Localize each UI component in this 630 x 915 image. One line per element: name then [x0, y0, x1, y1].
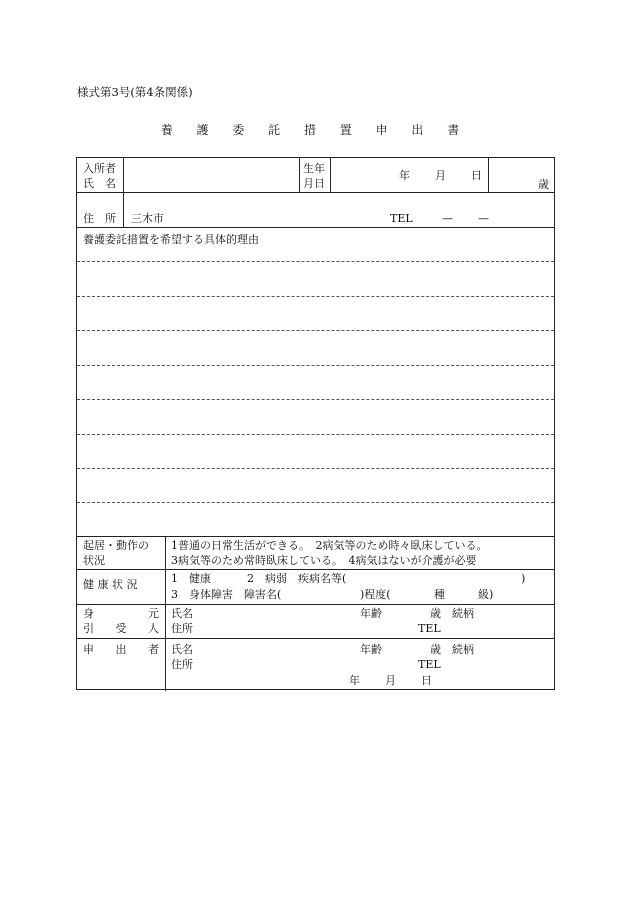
row-divider: [77, 536, 554, 537]
address-label: 住 所: [83, 212, 116, 225]
guarantor-name-label: 氏名: [171, 607, 193, 620]
dashed-line: [77, 365, 554, 366]
name-label: 氏 名: [83, 177, 116, 190]
dob-month-label: 月: [435, 169, 446, 182]
health-option-weak: 2 病弱 疾病名等(: [247, 572, 347, 585]
guarantor-age-unit: 歳: [430, 607, 441, 620]
address-value[interactable]: 三木市: [131, 212, 164, 225]
row-divider: [77, 638, 554, 639]
dashed-line: [77, 434, 554, 435]
row-divider: [77, 192, 554, 193]
dashed-line: [77, 468, 554, 469]
form-number: 様式第3号(第4条関係): [77, 85, 193, 99]
guarantor-age-label: 年齢: [360, 607, 382, 620]
activity-label-1: 起居・動作の: [83, 539, 149, 552]
row-divider: [77, 569, 554, 570]
dob-day-label: 日: [471, 169, 482, 182]
document-title: 養 護 委 託 措 置 申 出 書: [160, 123, 470, 137]
guarantor-tel-label: TEL: [418, 622, 441, 635]
tel-label: TEL: [390, 212, 413, 225]
health-grade-level: 級): [478, 588, 494, 601]
requester-tel-label: TEL: [418, 658, 441, 671]
dob-label-1: 生年: [303, 162, 325, 175]
activity-option-line-1: 1普通の日常生活ができる。 2病気等のため時々臥床している。: [171, 539, 488, 552]
dashed-line: [77, 502, 554, 503]
requester-age-label: 年齢: [360, 643, 382, 656]
requester-label: 申 出 者: [83, 643, 159, 656]
row-divider: [77, 604, 554, 605]
guarantor-label-2: 引 受 人: [83, 622, 159, 635]
dob-label-2: 月日: [303, 177, 325, 190]
col-divider: [123, 192, 124, 227]
health-close-paren: ): [521, 572, 526, 585]
guarantor-label-1: 身 元: [83, 607, 159, 620]
dashed-line: [77, 261, 554, 262]
col-divider: [123, 158, 124, 192]
age-unit: 歳: [538, 178, 549, 191]
application-form-table: [76, 157, 555, 690]
row-divider: [77, 227, 554, 228]
dashed-line: [77, 330, 554, 331]
col-divider: [165, 536, 166, 691]
dashed-line: [77, 296, 554, 297]
activity-option-line-2: 3病気等のため常時臥床している。 4病気はないが介護が必要: [171, 554, 477, 567]
activity-label-2: 状況: [83, 554, 105, 567]
health-degree: )程度(: [360, 588, 391, 601]
date-year-label: 年: [349, 674, 360, 687]
requester-age-unit: 歳: [430, 643, 441, 656]
col-divider: [299, 158, 300, 192]
requester-name-label: 氏名: [171, 643, 193, 656]
col-divider: [330, 158, 331, 192]
tel-separator: —: [442, 212, 453, 225]
col-divider: [488, 158, 489, 192]
tel-separator: —: [478, 212, 489, 225]
dashed-line: [77, 399, 554, 400]
guarantor-address-label: 住所: [171, 622, 193, 635]
health-option-healthy: 1 健康: [171, 572, 211, 585]
date-day-label: 日: [421, 674, 432, 687]
dob-year-label: 年: [399, 169, 410, 182]
health-grade-kind: 種: [434, 588, 445, 601]
reason-label: 養護委託措置を希望する具体的理由: [83, 233, 259, 246]
health-option-disability: 3 身体障害 障害名(: [171, 588, 282, 601]
date-month-label: 月: [385, 674, 396, 687]
requester-relation-label: 続柄: [452, 643, 474, 656]
requester-address-label: 住所: [171, 658, 193, 671]
guarantor-relation-label: 続柄: [452, 607, 474, 620]
health-label: 健 康 状 況: [83, 578, 138, 591]
resident-label: 入所者: [83, 162, 116, 175]
